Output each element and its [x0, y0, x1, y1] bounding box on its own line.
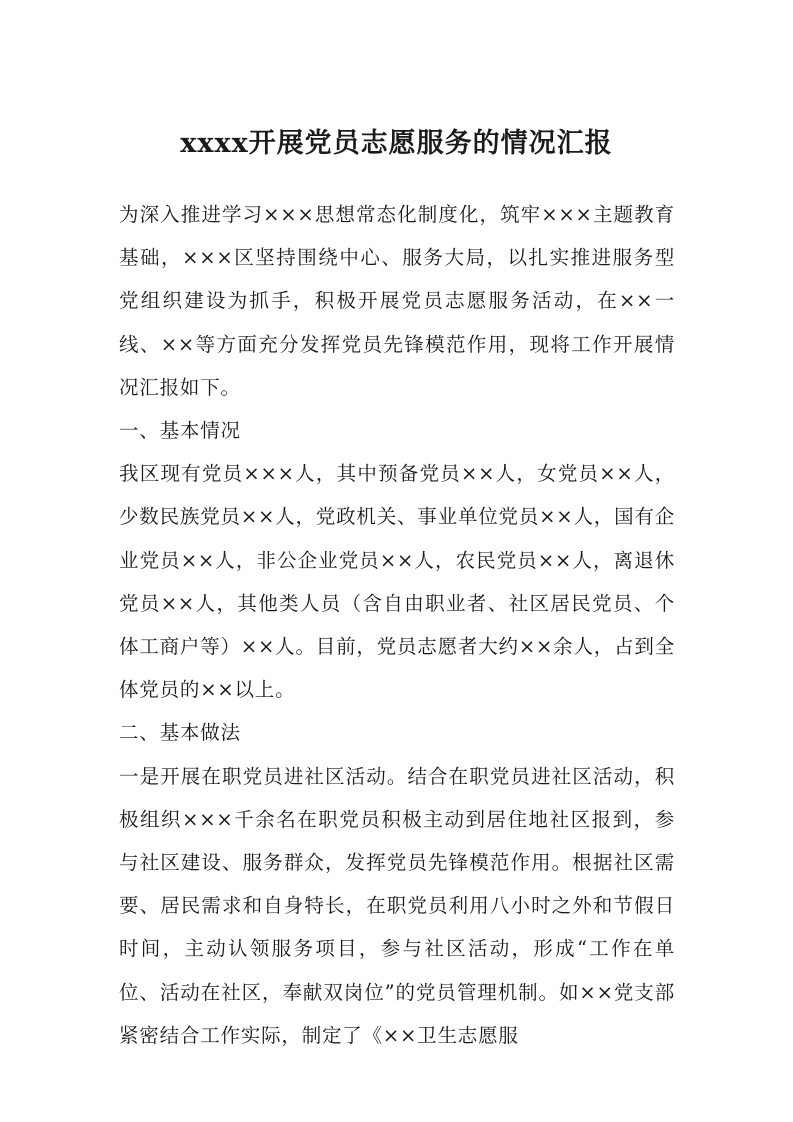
section-heading-basic-practices: 二、基本做法: [119, 721, 241, 745]
basic-situation-paragraph: 我区现有党员×××人，其中预备党员××人，女党员××人，少数民族党员××人，党政机关、事业单位党员××人，国有企业党员××人，非公企业党员××人，农民党员××人，离退休党员××人，其他类人员（含自由职业者、社区居民党员、个体工商户等）××人。目前，党员志愿者大约××余人，占到全体党员的××以上。: [119, 462, 675, 702]
basic-practices-paragraph: 一是开展在职党员进社区活动。结合在职党员进社区活动，积极组织×××千余名在职党员积极主动到居住地社区报到，参与社区建设、服务群众，发挥党员先锋模范作用。根据社区需要、居民需求和自身特长，在职党员利用八小时之外和节假日时间，主动认领服务项目，参与社区活动，形成“工作在单位、活动在社区，奉献双岗位”的党员管理机制。如××党支部紧密结合工作实际，制定了《××卫生志愿服: [119, 764, 675, 1047]
intro-paragraph: 为深入推进学习×××思想常态化制度化，筑牢×××主题教育基础，×××区坚持围绕中心、服务大局，以扎实推进服务型党组织建设为抓手，积极开展党员志愿服务活动，在××一线、××等方面充分发挥党员先锋模范作用，现将工作开展情况汇报如下。: [119, 203, 675, 399]
document-title: xxxx开展党员志愿服务的情况汇报: [180, 128, 613, 159]
document-body: [119, 193, 675, 1057]
section-heading-basic-situation: 一、基本情况: [119, 419, 241, 443]
